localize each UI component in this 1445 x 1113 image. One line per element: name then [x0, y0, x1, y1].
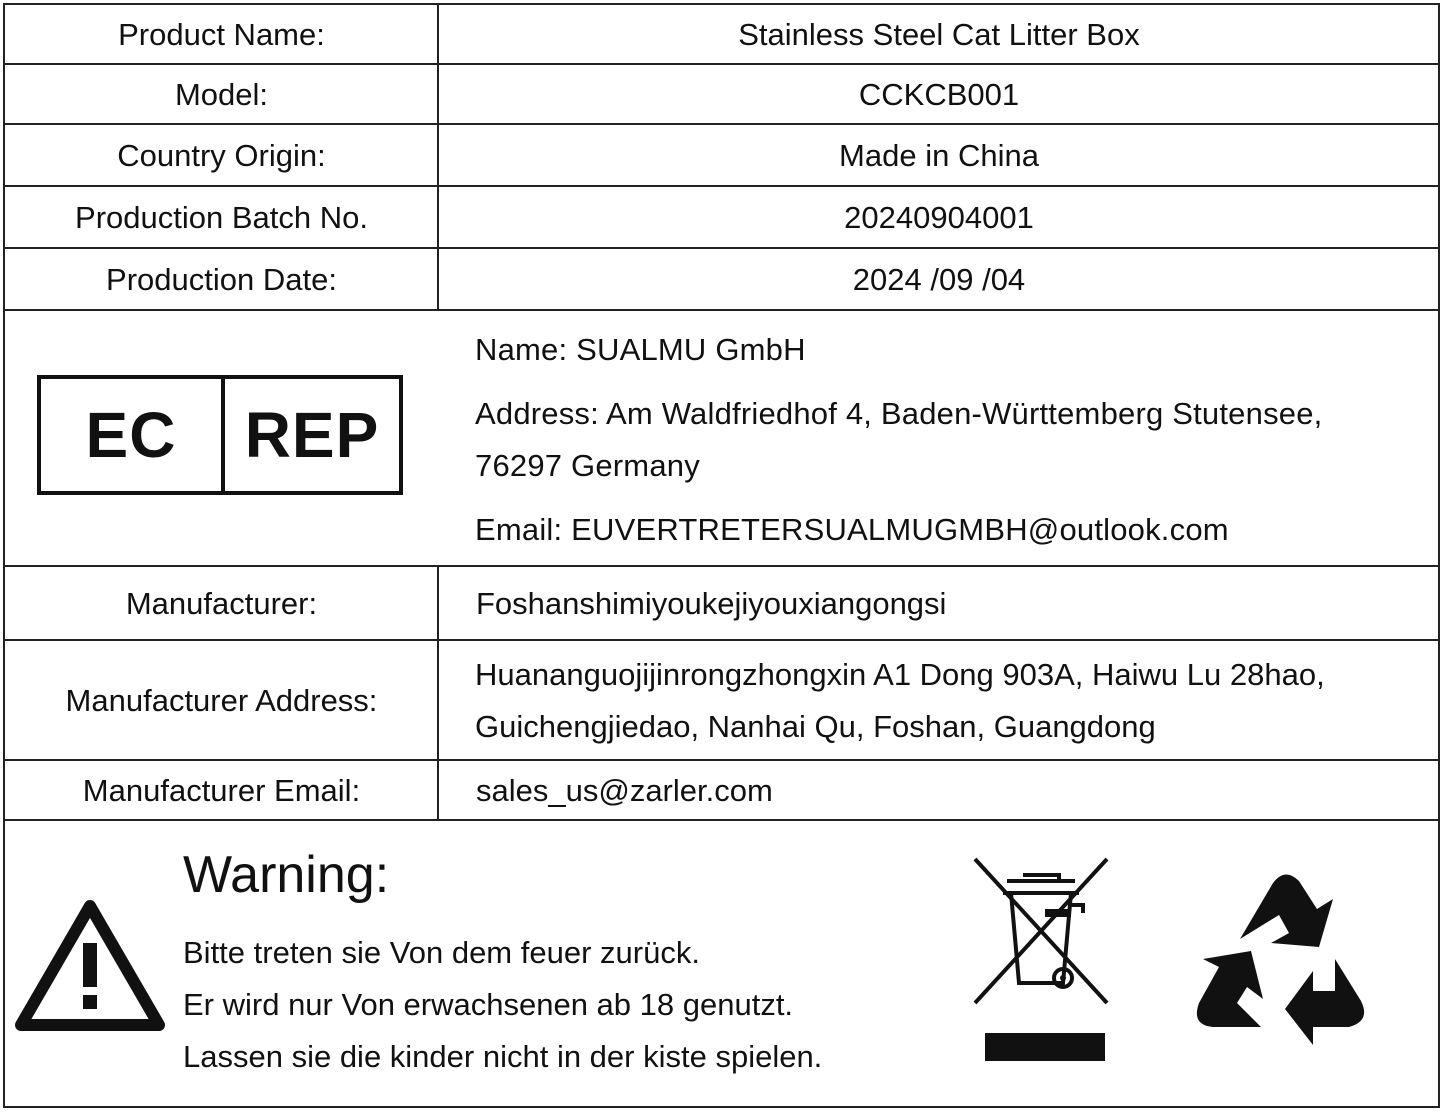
recycle-icon: [1185, 867, 1385, 1057]
ec-rep-address-line2: 76297 Germany: [475, 448, 700, 483]
warning-line: Lassen sie die kinder nicht in der kiste spielen.: [183, 1039, 823, 1074]
manufacturer-address-label: Manufacturer Address:: [65, 683, 378, 718]
ec-rep-address-line1: Address: Am Waldfriedhof 4, Baden-Württemberg Stutensee,: [475, 396, 1323, 431]
ec-rep-name: Name: SUALMU GmbH: [475, 332, 806, 367]
manufacturer-label: Manufacturer:: [125, 586, 318, 621]
warning-line: Er wird nur Von erwachsenen ab 18 genutzt.: [183, 987, 794, 1022]
warning-title: Warning:: [183, 846, 390, 904]
crossed-out-bin-icon: [967, 853, 1115, 1063]
manufacturer-email-label: Manufacturer Email:: [82, 773, 361, 808]
batch-no-value: 20240904001: [844, 200, 1034, 235]
country-origin-label: Country Origin:: [117, 138, 326, 173]
ec-rep-symbol-ec: EC: [41, 379, 225, 491]
model-label: Model:: [174, 77, 269, 112]
product-name-label: Product Name:: [118, 17, 325, 52]
manufacturer-address-line2: Guichengjiedao, Nanhai Qu, Foshan, Guangdong: [475, 709, 1156, 744]
production-date-value: 2024 /09 /04: [852, 262, 1026, 297]
batch-no-label: Production Batch No.: [75, 200, 368, 235]
ec-rep-email: Email: EUVERTRETERSUALMUGMBH@outlook.com: [475, 512, 1229, 547]
country-origin-value: Made in China: [839, 138, 1039, 173]
production-date-label: Production Date:: [106, 262, 337, 297]
model-value: CCKCB001: [858, 77, 1020, 112]
warning-line: Bitte treten sie Von dem feuer zurück.: [183, 935, 700, 970]
manufacturer-email-value: sales_us@zarler.com: [476, 773, 773, 808]
ec-rep-symbol-rep: REP: [244, 399, 380, 471]
ec-rep-symbol: [37, 375, 403, 495]
product-name-value: Stainless Steel Cat Litter Box: [738, 17, 1140, 52]
manufacturer-address-line1: Huananguojijinrongzhongxin A1 Dong 903A, Haiwu Lu 28hao,: [475, 657, 1325, 692]
manufacturer-value: Foshanshimiyoukejiyouxiangongsi: [476, 586, 947, 621]
warning-triangle-icon: [15, 898, 165, 1033]
product-label: [3, 3, 1440, 1108]
